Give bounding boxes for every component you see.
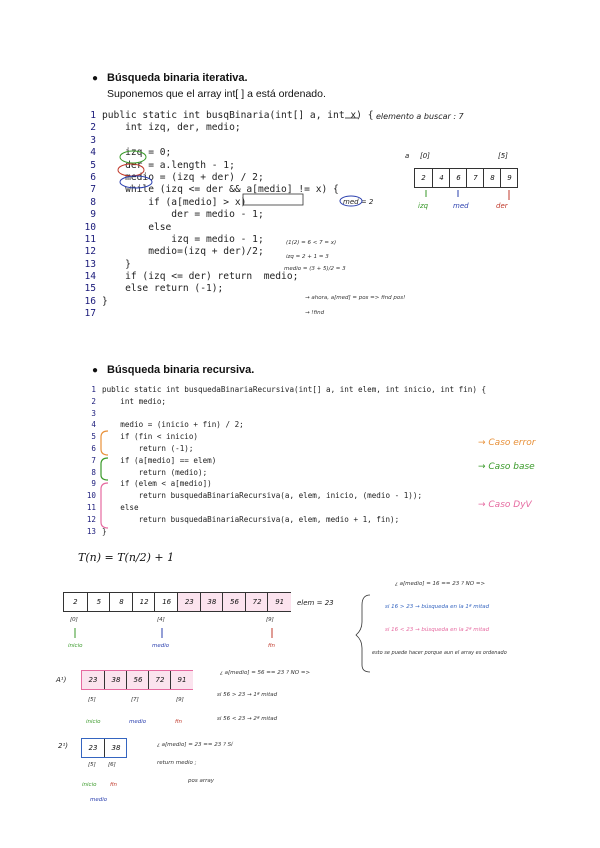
annotation-find: → !find	[305, 310, 325, 316]
code-text: der = medio - 1;	[102, 209, 264, 221]
annotation-buscar: elemento a buscar : 7	[376, 112, 464, 121]
s1-medio: medio	[129, 719, 147, 725]
line-number: 10	[84, 221, 96, 233]
line-number: 5	[91, 432, 96, 442]
line-number: 8	[90, 196, 96, 208]
array-cell: 38	[104, 739, 127, 757]
izq-label: izq	[418, 202, 429, 210]
trace-b1: si 16 > 23 → búsqueda en la 1ª mitad	[385, 604, 490, 610]
code-text: medio = (izq + der) / 2;	[102, 171, 264, 183]
code-text: }	[102, 258, 131, 270]
array-cell: 72	[245, 593, 269, 611]
array-cell: 8	[109, 593, 133, 611]
line-number: 14	[84, 271, 96, 283]
s1-q: ¿ a[medio] = 56 == 23 ? NO =>	[220, 670, 311, 676]
s2-medio: medio	[90, 797, 108, 803]
array-cell: 56	[126, 671, 149, 689]
line-number: 12	[84, 246, 96, 258]
code-text: if (a[medio] > x)	[102, 196, 247, 208]
code-text: else	[102, 221, 172, 233]
annotation-ahora: → ahora, a[med] = pos => find pos!	[305, 295, 406, 301]
code-text: if (elem < a[medio])	[102, 479, 212, 489]
annotation-izq-calc: izq = 2 + 1 = 3	[286, 254, 329, 260]
line-number: 6	[90, 171, 96, 183]
array-cell: 5	[87, 593, 111, 611]
line-number: 3	[90, 134, 96, 146]
line-number: 11	[84, 233, 96, 245]
trace-elem: elem = 23	[297, 599, 334, 607]
code-text: int izq, der, medio;	[102, 122, 241, 134]
line-number: 13	[86, 526, 96, 536]
array-cell: 6	[449, 169, 467, 187]
array-cell: 91	[267, 593, 291, 611]
code-text: der = a.length - 1;	[102, 159, 235, 171]
code-text: return (-1);	[102, 443, 194, 453]
array-cell: 38	[200, 593, 224, 611]
line-number: 3	[91, 408, 96, 418]
s2-inicio: inicio	[82, 782, 97, 788]
s1-idx-0: [5]	[88, 697, 96, 703]
s2-ret: return medio ;	[157, 760, 197, 766]
line-number: 8	[91, 467, 96, 477]
annotation-cond: (1(2) = 6 < 7 = x)	[286, 240, 337, 246]
annotation-med: med = 2	[343, 198, 374, 206]
s1-inicio: inicio	[86, 719, 101, 725]
array-cell: 56	[222, 593, 246, 611]
code-text: }	[102, 295, 108, 307]
trace-inicio: inicio	[68, 643, 83, 649]
array-cell: 23	[88, 744, 98, 752]
case-dyv: → Caso DyV	[478, 500, 532, 510]
array-cell: 91	[170, 671, 193, 689]
code-text: else	[102, 502, 139, 512]
array-cell: 72	[148, 671, 171, 689]
med-label: med	[453, 202, 469, 210]
trace-note: esto se puede hacer porque aun el array es ordenado	[372, 650, 507, 656]
array-cell: 12	[132, 593, 156, 611]
array-cell: 23	[82, 671, 104, 689]
code-text: public static int busquedaBinariaRecursiva(int[] a, int elem, int inicio, int fin) {	[102, 385, 487, 394]
bullet-2: ●	[92, 365, 99, 376]
code-text: if (a[medio] == elem)	[102, 455, 217, 465]
trace-b2: si 16 < 23 → búsqueda en la 2ª mitad	[385, 627, 490, 633]
s2-pos: pos array	[188, 778, 214, 784]
section1-subtitle: Suponemos que el array int[ ] a está ordenado.	[107, 88, 326, 100]
der-label: der	[496, 202, 508, 210]
line-number: 10	[86, 491, 96, 501]
line-number: 6	[91, 443, 96, 453]
s2-fin: fin	[110, 782, 118, 788]
case-error: → Caso error	[478, 438, 536, 448]
line-number: 1	[91, 385, 96, 394]
line-number: 1	[90, 110, 96, 121]
array-cell: 2	[421, 174, 426, 182]
step2-label: 2¹)	[58, 742, 68, 750]
code-text: if (fin < inicio)	[102, 432, 199, 442]
code-text: return busquedaBinariaRecursiva(a, elem, inicio, (medio - 1));	[102, 491, 423, 501]
s2-idx-1: [6]	[108, 762, 116, 768]
s1-b1: si 56 > 23 → 1ª mitad	[217, 692, 278, 698]
code-text: return (medio);	[102, 467, 208, 477]
code-text: return busquedaBinariaRecursiva(a, elem, medio + 1, fin);	[102, 514, 400, 524]
annotation-medio-calc: medio = (3 + 5)/2 = 3	[284, 266, 346, 272]
recurrence: T(n) = T(n/2) + 1	[78, 551, 175, 564]
trace-idx0: [0]	[70, 617, 78, 623]
line-number: 2	[91, 396, 96, 406]
step2-array	[81, 738, 127, 758]
line-number: 9	[90, 209, 96, 221]
array-cell: 23	[177, 593, 201, 611]
array-cell: 2	[73, 598, 78, 606]
line-number: 15	[84, 283, 96, 295]
code-text: int medio;	[102, 396, 167, 406]
line-number: 4	[91, 420, 96, 430]
idx-0: [0]	[420, 152, 430, 160]
code-text: medio=(izq + der)/2;	[102, 246, 264, 258]
line-number: 17	[84, 308, 96, 320]
section1-title: Búsqueda binaria iterativa.	[107, 72, 248, 84]
array-cell: 7	[466, 169, 484, 187]
code-text: public static int busqBinaria(int[] a, int x) {	[102, 110, 374, 121]
code-text: izq = medio - 1;	[102, 233, 264, 245]
array-cell: 4	[432, 169, 450, 187]
array-cell: 9	[500, 169, 518, 187]
section2-title: Búsqueda binaria recursiva.	[107, 364, 255, 376]
line-number: 9	[91, 479, 96, 489]
line-number: 5	[90, 159, 96, 171]
trace-idx4: [4]	[157, 617, 165, 623]
step1-label: A¹)	[56, 676, 67, 684]
code-text: while (izq <= der && a[medio] != x) {	[102, 184, 339, 196]
bullet-1: ●	[92, 73, 99, 84]
trace-idx9: [9]	[266, 617, 274, 623]
s1-idx-1: [7]	[131, 697, 139, 703]
s1-fin: fin	[175, 719, 183, 725]
array-cell: 38	[104, 671, 127, 689]
line-number: 7	[90, 184, 96, 196]
line-number: 2	[90, 122, 96, 134]
s1-b2: si 56 < 23 → 2ª mitad	[217, 716, 278, 722]
code-text: medio = (inicio + fin) / 2;	[102, 420, 244, 430]
array-cell: 16	[154, 593, 178, 611]
line-number: 7	[91, 455, 96, 465]
array-label-a: a	[405, 152, 410, 160]
trace-fin: fin	[268, 643, 276, 649]
s2-q: ¿ a[medio] = 23 == 23 ? Sí	[157, 742, 233, 748]
s2-idx-0: [5]	[88, 762, 96, 768]
s1-idx-2: [9]	[176, 697, 184, 703]
code-text: else return (-1);	[102, 283, 224, 295]
array-cell: 8	[483, 169, 501, 187]
line-number: 16	[84, 295, 96, 307]
line-number: 13	[84, 258, 96, 270]
line-number: 4	[90, 147, 96, 159]
trace-q1: ¿ a[medio] = 16 == 23 ? NO =>	[395, 581, 486, 587]
line-number: 11	[86, 502, 96, 512]
step1-array	[81, 670, 193, 690]
code-text: izq = 0;	[102, 147, 172, 159]
case-base: → Caso base	[478, 462, 535, 472]
code-text: }	[102, 526, 107, 536]
line-number: 12	[86, 514, 96, 524]
code-text: if (izq <= der) return medio;	[102, 271, 299, 283]
idx-5: [5]	[498, 152, 508, 160]
trace-medio: medio	[152, 643, 170, 649]
